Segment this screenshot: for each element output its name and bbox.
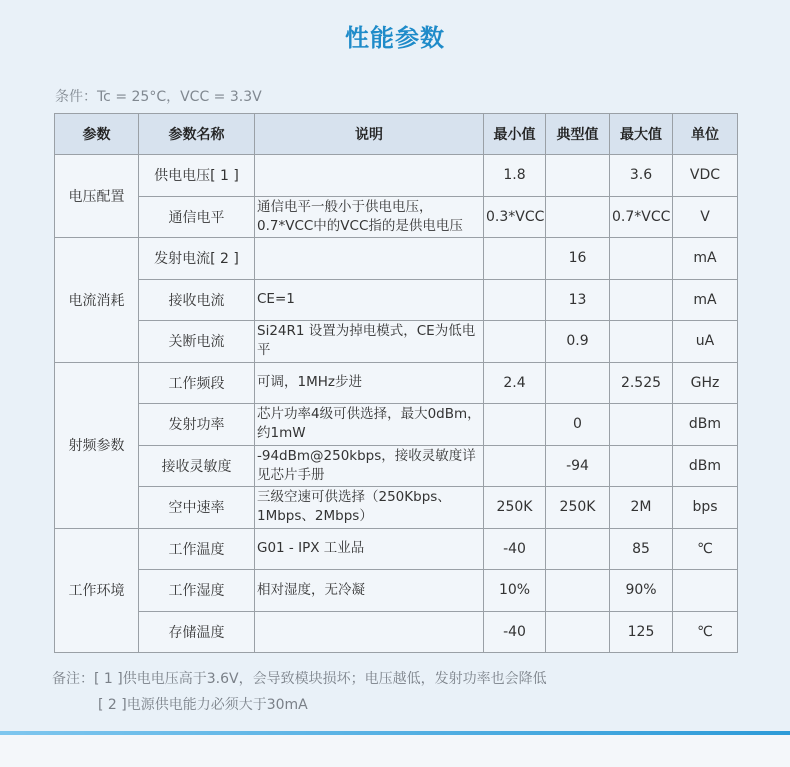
typ-cell	[546, 362, 610, 404]
header-param-name: 参数名称	[139, 114, 255, 155]
table-row	[55, 321, 738, 363]
typ-cell	[546, 155, 610, 197]
unit-cell: dBm	[673, 404, 738, 446]
typ-cell: -94	[546, 445, 610, 487]
max-cell	[610, 279, 673, 321]
min-cell: 10%	[484, 570, 546, 612]
description-cell: G01 - IPX 工业品	[255, 528, 484, 570]
description-cell: 可调，1MHz步进	[255, 362, 484, 404]
unit-cell: GHz	[673, 362, 738, 404]
unit-cell: V	[673, 196, 738, 238]
table-row	[55, 196, 738, 238]
description-cell: Si24R1 设置为掉电模式，CE为低电平	[255, 321, 484, 363]
description-cell: 相对湿度，无冷凝	[255, 570, 484, 612]
unit-cell: VDC	[673, 155, 738, 197]
min-cell: 1.8	[484, 155, 546, 197]
table-row	[55, 362, 738, 404]
typ-cell	[546, 611, 610, 653]
typ-cell: 13	[546, 279, 610, 321]
typ-cell: 250K	[546, 487, 610, 529]
param-name-cell: 空中速率	[139, 487, 255, 529]
header-min: 最小值	[484, 114, 546, 155]
group-cell: 射频参数	[55, 362, 139, 528]
description-cell: -94dBm@250kbps，接收灵敏度详见芯片手册	[255, 445, 484, 487]
param-name-cell: 工作温度	[139, 528, 255, 570]
max-cell	[610, 445, 673, 487]
max-cell	[610, 404, 673, 446]
table-row	[55, 570, 738, 612]
param-name-cell: 发射功率	[139, 404, 255, 446]
max-cell: 2.525	[610, 362, 673, 404]
group-cell: 电流消耗	[55, 238, 139, 363]
param-name-cell: 工作湿度	[139, 570, 255, 612]
header-typ: 典型值	[546, 114, 610, 155]
parameter-table	[54, 113, 738, 653]
typ-cell	[546, 570, 610, 612]
header-unit: 单位	[673, 114, 738, 155]
unit-cell	[673, 570, 738, 612]
unit-cell: ℃	[673, 528, 738, 570]
typ-cell: 0.9	[546, 321, 610, 363]
note-line-1: 备注：[ 1 ]供电电压高于3.6V，会导致模块损坏；电压越低，发射功率也会降低	[52, 671, 547, 687]
max-cell: 2M	[610, 487, 673, 529]
param-name-cell: 接收电流	[139, 279, 255, 321]
description-cell: CE=1	[255, 279, 484, 321]
min-cell: 250K	[484, 487, 546, 529]
table-row	[55, 528, 738, 570]
unit-cell: ℃	[673, 611, 738, 653]
min-cell	[484, 445, 546, 487]
table-row	[55, 155, 738, 197]
param-name-cell: 关断电流	[139, 321, 255, 363]
param-name-cell: 工作频段	[139, 362, 255, 404]
table-row	[55, 611, 738, 653]
group-cell: 工作环境	[55, 528, 139, 653]
table-row	[55, 404, 738, 446]
table-row	[55, 279, 738, 321]
param-name-cell: 存储温度	[139, 611, 255, 653]
typ-cell	[546, 528, 610, 570]
max-cell: 125	[610, 611, 673, 653]
param-name-cell: 发射电流[ 2 ]	[139, 238, 255, 280]
table-row	[55, 445, 738, 487]
note-line-2: [ 2 ]电源供电能力必须大于30mA	[98, 697, 308, 713]
description-cell	[255, 155, 484, 197]
min-cell: 0.3*VCC	[484, 196, 546, 238]
header-param: 参数	[55, 114, 139, 155]
test-condition: 条件：Tc = 25°C，VCC = 3.3V	[55, 89, 262, 105]
typ-cell	[546, 196, 610, 238]
group-cell: 电压配置	[55, 155, 139, 238]
description-cell: 通信电平一般小于供电电压，0.7*VCC中的VCC指的是供电电压	[255, 196, 484, 238]
min-cell: 2.4	[484, 362, 546, 404]
min-cell: -40	[484, 611, 546, 653]
max-cell: 90%	[610, 570, 673, 612]
header-description: 说明	[255, 114, 484, 155]
unit-cell: bps	[673, 487, 738, 529]
max-cell	[610, 321, 673, 363]
max-cell: 3.6	[610, 155, 673, 197]
min-cell	[484, 321, 546, 363]
unit-cell: uA	[673, 321, 738, 363]
unit-cell: mA	[673, 238, 738, 280]
unit-cell: mA	[673, 279, 738, 321]
param-name-cell: 供电电压[ 1 ]	[139, 155, 255, 197]
page-title: 性能参数	[345, 24, 445, 52]
typ-cell: 16	[546, 238, 610, 280]
description-cell	[255, 611, 484, 653]
table-row	[55, 487, 738, 529]
param-name-cell: 接收灵敏度	[139, 445, 255, 487]
max-cell: 0.7*VCC	[610, 196, 673, 238]
description-cell: 三级空速可供选择（250Kbps、1Mbps、2Mbps）	[255, 487, 484, 529]
description-cell: 芯片功率4级可供选择，最大0dBm，约1mW	[255, 404, 484, 446]
min-cell: -40	[484, 528, 546, 570]
table-header-row	[55, 114, 738, 155]
min-cell	[484, 238, 546, 280]
notes	[52, 666, 547, 718]
min-cell	[484, 279, 546, 321]
param-name-cell: 通信电平	[139, 196, 255, 238]
min-cell	[484, 404, 546, 446]
max-cell: 85	[610, 528, 673, 570]
table-row	[55, 238, 738, 280]
description-cell	[255, 238, 484, 280]
footer-band	[0, 735, 790, 767]
unit-cell: dBm	[673, 445, 738, 487]
typ-cell: 0	[546, 404, 610, 446]
header-max: 最大值	[610, 114, 673, 155]
max-cell	[610, 238, 673, 280]
